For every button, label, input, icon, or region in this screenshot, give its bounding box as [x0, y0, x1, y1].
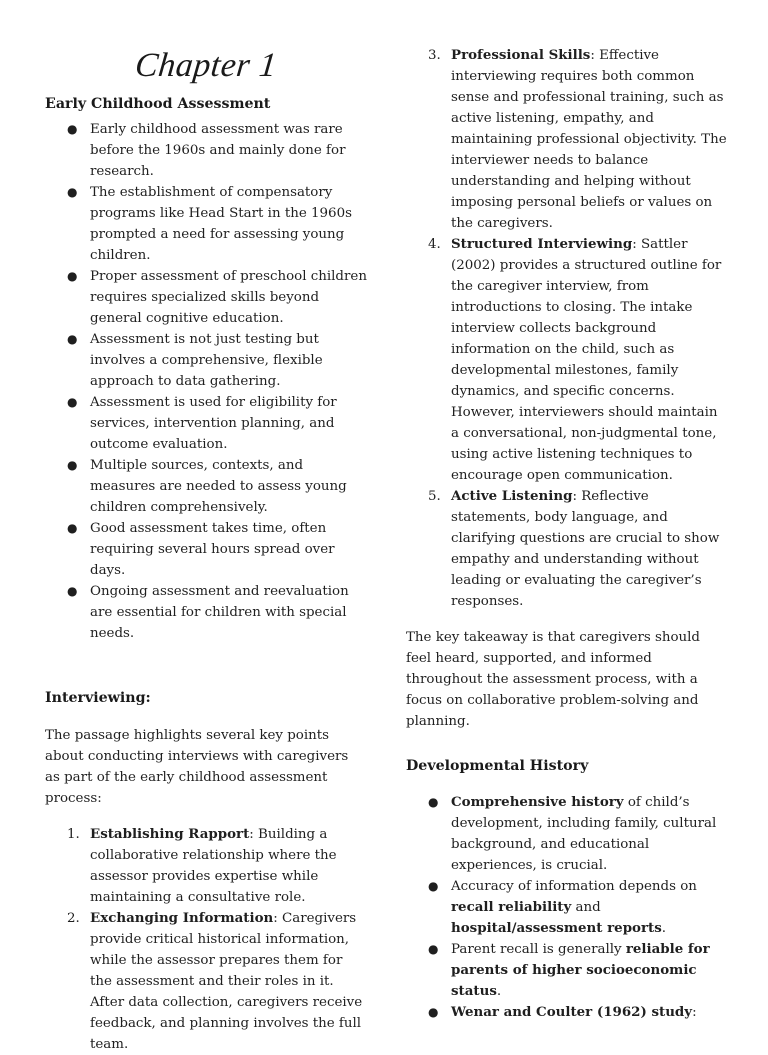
assessment-bullet-item: [45, 518, 367, 581]
item-term: Structured Interviewing: [451, 236, 633, 252]
item-term: Active Listening: [451, 488, 573, 504]
bullet-marker: ●: [67, 521, 78, 535]
developmental-history-bullet-item: [406, 939, 728, 1002]
key-takeaway-paragraph: The key takeaway is that caregivers should feel heard, supported, and informed throughout the assessment process, with a focus on collaborative problem-solving and planning.: [406, 630, 701, 729]
item-text: : Building a collaborative relationship where the assessor provides expertise while maintaining a consultative role.: [90, 827, 337, 905]
item-number: 1.: [67, 827, 80, 842]
assessment-bullet-item: [45, 455, 367, 518]
bullet-marker: ●: [428, 942, 439, 956]
bullet-marker: ●: [67, 122, 78, 136]
assessment-bullet-item: [45, 119, 367, 182]
interview-points-list-right: [406, 45, 728, 612]
assessment-bullet-item: [45, 581, 367, 644]
interview-point-item: [45, 824, 367, 908]
bullet-marker: ●: [428, 1005, 439, 1019]
item-text: : Reflective statements, body language, and clarifying questions are crucial to show empathy and understanding without leading or evaluating the caregiver’s responses.: [451, 489, 720, 609]
developmental-history-bullet-list: [406, 792, 728, 1023]
bullet-marker: ●: [67, 458, 78, 472]
interview-point-item: [406, 486, 728, 612]
bullet-marker: ●: [67, 332, 78, 346]
interviewing-intro: The passage highlights several key points about conducting interviews with caregivers as part of the early childhood assessment process:: [45, 728, 349, 806]
left-column: [45, 0, 367, 1055]
text-segment: .: [496, 984, 502, 999]
heading-developmental-history: Developmental History: [406, 758, 589, 774]
text-segment: :: [692, 1005, 697, 1020]
bold-segment: Comprehensive history: [451, 794, 624, 810]
assessment-bullet-list: [45, 119, 367, 644]
bullet-text: Multiple sources, contexts, and measures are needed to assess young children comprehensively.: [90, 458, 347, 515]
bullet-marker: ●: [428, 795, 439, 809]
bullet-text: Assessment is not just testing but involves a comprehensive, flexible approach to data gathering.: [90, 332, 323, 389]
right-column: [406, 0, 728, 1023]
item-number: 3.: [428, 48, 441, 63]
text-segment: Parent recall is generally: [451, 942, 626, 957]
item-term: Exchanging Information: [90, 910, 274, 926]
heading-interviewing: Interviewing:: [45, 690, 151, 706]
item-number: 4.: [428, 237, 441, 252]
bullet-text: Good assessment takes time, often requiring several hours spread over days.: [90, 521, 335, 578]
bullet-marker: ●: [67, 269, 78, 283]
bold-segment: recall reliability: [451, 899, 572, 915]
item-text: : Effective interviewing requires both common sense and professional training, such as active listening, empathy, and maintaining professional objectivity. The interviewer needs to balance understanding and helping without imposing personal beliefs or values on the caregivers.: [451, 48, 727, 231]
assessment-bullet-item: [45, 266, 367, 329]
heading-early-childhood-assessment: Early Childhood Assessment: [45, 96, 271, 112]
bullet-text: Proper assessment of preschool children requires specialized skills beyond general cognitive education.: [90, 269, 367, 326]
developmental-history-bullet-item: [406, 792, 728, 876]
interview-point-item: [406, 234, 728, 486]
assessment-bullet-item: [45, 392, 367, 455]
text-segment: and: [571, 900, 601, 915]
bold-segment: Wenar and Coulter (1962) study: [451, 1004, 693, 1020]
interview-point-item: [45, 908, 367, 1055]
bullet-marker: ●: [67, 185, 78, 199]
bullet-text: Assessment is used for eligibility for services, intervention planning, and outcome evaluation.: [90, 395, 337, 452]
chapter-title: Chapter 1: [133, 47, 279, 84]
bullet-text: The establishment of compensatory programs like Head Start in the 1960s prompted a need for assessing young children.: [90, 185, 352, 263]
bullet-marker: ●: [67, 395, 78, 409]
bold-segment: hospital/assessment reports: [451, 920, 662, 936]
item-number: 2.: [67, 911, 80, 926]
bullet-marker: ●: [428, 879, 439, 893]
bullet-text: Early childhood assessment was rare before the 1960s and mainly done for research.: [90, 122, 346, 179]
bullet-text: Ongoing assessment and reevaluation are essential for children with special needs.: [90, 584, 349, 641]
interview-points-list-left: [45, 824, 367, 1055]
item-term: Establishing Rapport: [90, 826, 250, 842]
bullet-marker: ●: [67, 584, 78, 598]
text-segment: Accuracy of information depends on: [451, 879, 697, 894]
item-term: Professional Skills: [451, 47, 591, 63]
item-number: 5.: [428, 489, 441, 504]
bold-segment: reliable for parents of higher socioeconomic status: [451, 941, 710, 999]
assessment-bullet-item: [45, 329, 367, 392]
developmental-history-bullet-item: [406, 876, 728, 939]
interview-point-item: [406, 45, 728, 234]
developmental-history-bullet-item: [406, 1002, 728, 1023]
item-text: : Sattler (2002) provides a structured outline for the caregiver interview, from introductions to closing. The intake interview collects background information on the child, such as developmental milestones, family dynamics, and specific concerns. However, interviewers should maintain a conversational, non-judgmental tone, using active listening techniques to encourage open communication.: [451, 237, 722, 483]
text-segment: .: [661, 921, 667, 936]
item-text: : Caregivers provide critical historical information, while the assessor prepares them for the assessment and their roles in it. After data collection, caregivers receive feedback, and planning involves the full team.: [90, 911, 363, 1052]
assessment-bullet-item: [45, 182, 367, 266]
text-segment: of child’s development, including family, cultural background, and educational experiences, is crucial.: [451, 795, 717, 873]
